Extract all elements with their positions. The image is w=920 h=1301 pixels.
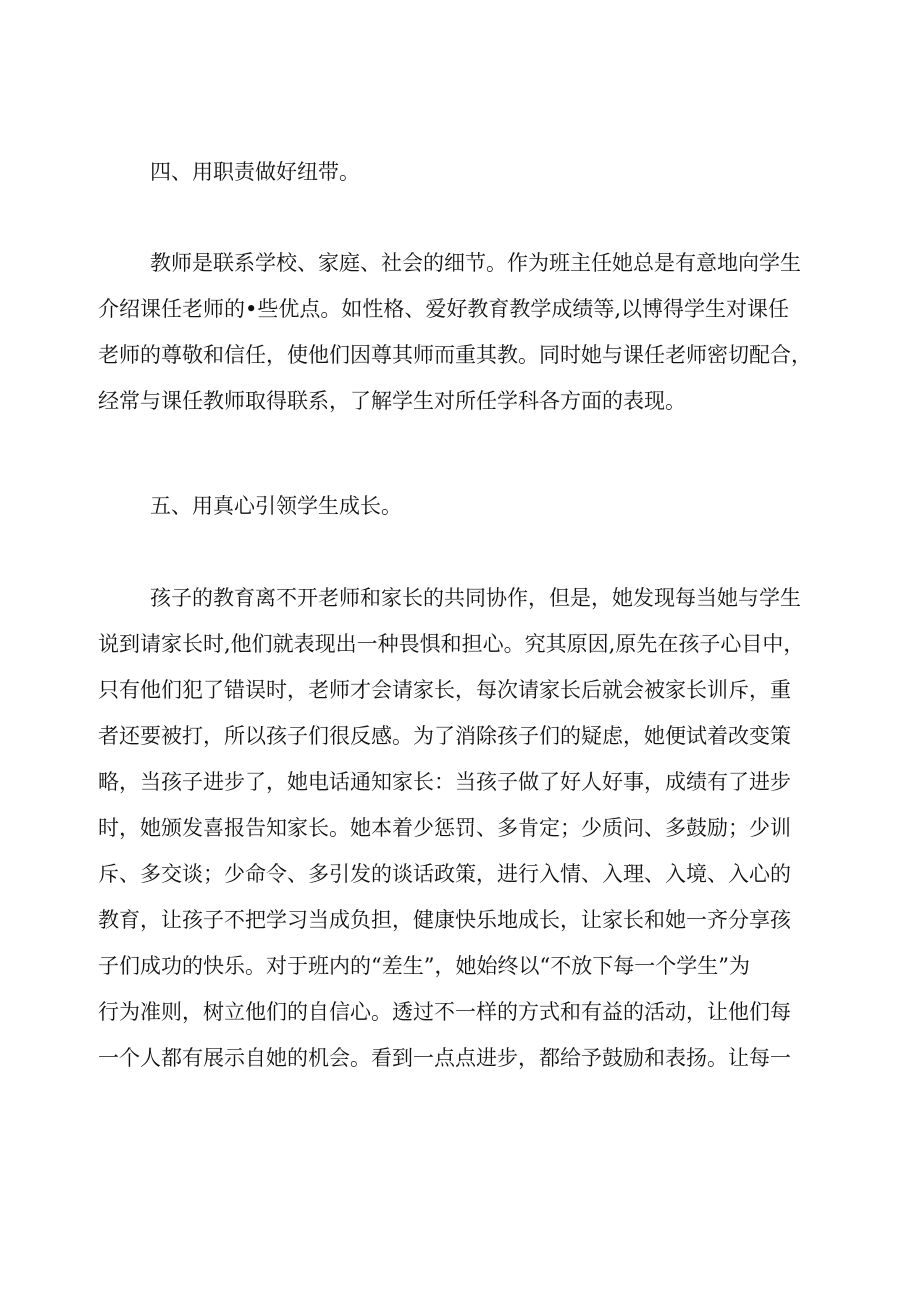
paragraph-line: 一个人都有展示自她的机会。看到一点点进步，都给予鼓励和表扬。让每一: [98, 1046, 791, 1070]
paragraph-line: 者还要被打，所以孩子们很反感。为了消除孩子们的疑虑，她便试着改变策: [98, 724, 791, 748]
section-heading-4: 四、用职责做好纽带。: [150, 160, 360, 184]
section-paragraph-4: [98, 240, 824, 424]
paragraph-line: 经常与课任教师取得联系，了解学生对所任学科各方面的表现。: [98, 389, 686, 413]
paragraph-line: 子们成功的快乐。对于班内的“差生”，她始终以“不放下每一个学生”为: [98, 954, 750, 978]
paragraph-line: 教师是联系学校、家庭、社会的细节。作为班主任她总是有意地向学生: [150, 251, 801, 275]
paragraph-line: 斥、多交谈；少命令、多引发的谈话政策，进行入情、入理、入境、入心的: [98, 862, 791, 886]
paragraph-line: 略，当孩子进步了，她电话通知家长：当孩子做了好人好事，成绩有了进步: [98, 770, 791, 794]
section-heading-5: 五、用真心引领学生成长。: [150, 494, 402, 518]
paragraph-line: 时，她颁发喜报告知家长。她本着少惩罚、多肯定；少质问、多鼓励；少训: [98, 816, 791, 840]
paragraph-line: 介绍课任老师的•些优点。如性格、爱好教育教学成绩等,以博得学生对课任: [98, 297, 790, 321]
paragraph-line: 孩子的教育离不开老师和家长的共同协作，但是，她发现每当她与学生: [150, 586, 801, 610]
section-paragraph-5: [98, 575, 824, 1081]
paragraph-line: 行为准则，树立他们的自信心。透过不一样的方式和有益的活动，让他们每: [98, 1000, 791, 1024]
paragraph-line: 说到请家长时,他们就表现出一种畏惧和担心。究其原因,原先在孩子心目中，: [98, 632, 805, 656]
paragraph-line: 教育，让孩子不把学习当成负担，健康快乐地成长，让家长和她一齐分享孩: [98, 908, 791, 932]
paragraph-line: 老师的尊敬和信任，使他们因尊其师而重其教。同时她与课任老师密切配合，: [98, 343, 812, 367]
paragraph-line: 只有他们犯了错误时，老师才会请家长，每次请家长后就会被家长训斥，重: [98, 678, 791, 702]
